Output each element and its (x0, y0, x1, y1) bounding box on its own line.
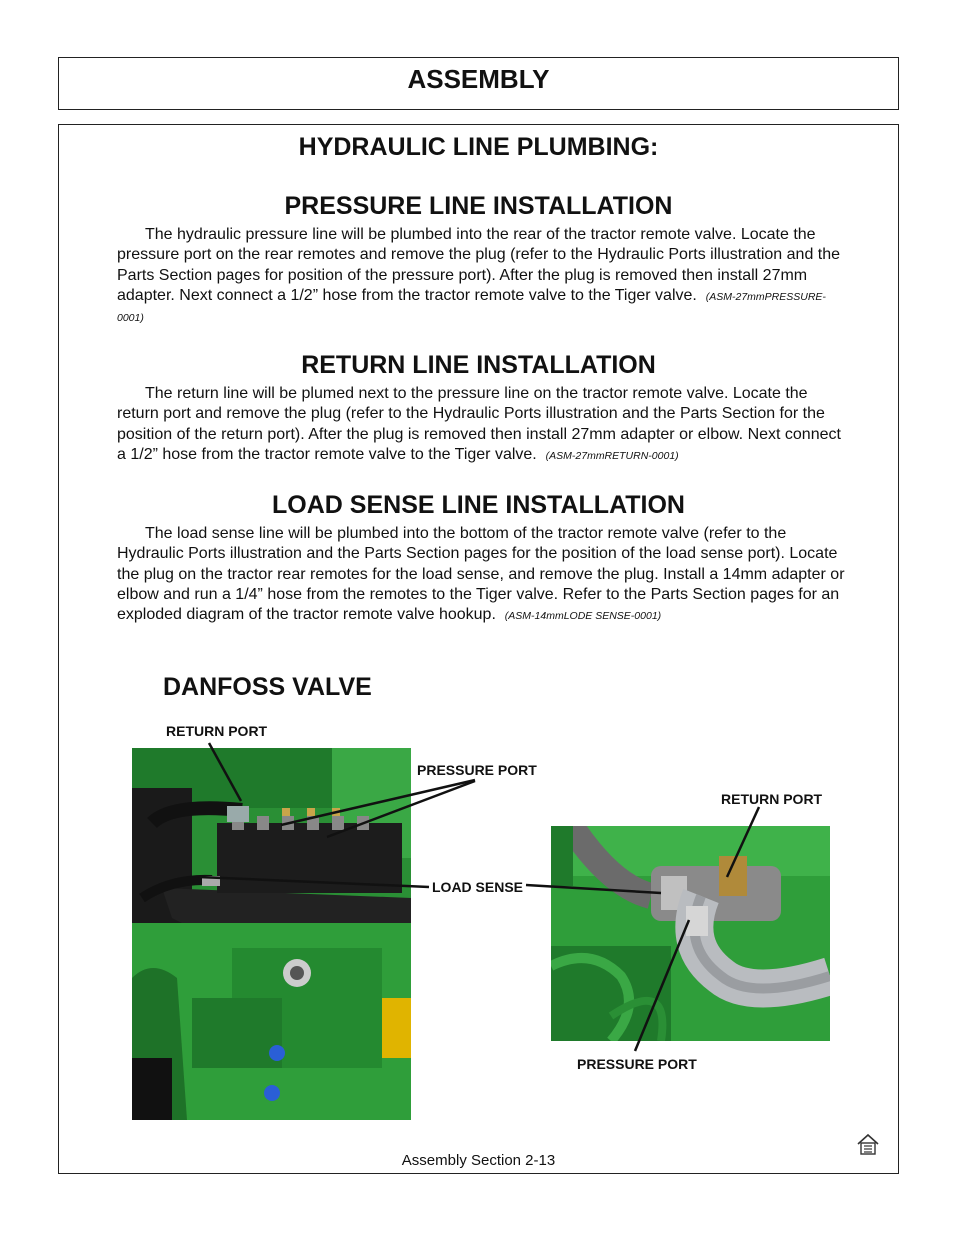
load-sense-title: LOAD SENSE LINE INSTALLATION (272, 491, 685, 519)
home-icon[interactable] (855, 1131, 881, 1157)
left-load-sense-label: LOAD SENSE (432, 879, 524, 895)
return-title: RETURN LINE INSTALLATION (301, 351, 656, 379)
pressure-body: The hydraulic pressure line will be plumbed into the rear of the tractor remote valve. Locate the pressure port on the rear remotes and remove the plug (refer to the Hydraulic Ports illustration and the Parts Section pages for position of the pressure port). After the plug is removed then install 27mm adapter. Next connect a 1/2” hose from the tractor remote valve to the Tiger valve. (117, 226, 841, 304)
callout-leaders (59, 125, 900, 1175)
return-body: The return line will be plumed next to the pressure line on the tractor remote valve. Locate the return port and remove the plug (refer to the Hydraulic Ports illustration and the Parts Section for the position of the return port). After the plug is removed then install 27mm adapter or elbow. Next connect a 1/2” hose from the tractor remote valve to the Tiger valve. (117, 385, 841, 463)
content-panel (58, 124, 899, 1174)
page-footer: Assembly Section 2-13 (401, 1152, 556, 1169)
right-return-port-label: RETURN PORT (721, 791, 823, 807)
load-sense-ref: (ASM-14mmLODE SENSE-0001) (504, 610, 662, 623)
pressure-ref: (ASM-27mmPRESSURE-0001) (117, 290, 826, 325)
header-title: ASSEMBLY (407, 64, 550, 94)
section-header (58, 57, 899, 110)
load-sense-body: The load sense line will be plumbed into the bottom of the tractor remote valve (refer to the Hydraulic Ports illustration and the Parts Section pages for the position of the load sense port). Locate the plug on the tractor rear remotes for the load sense, and remove the plug. Install a 14mm adapter or elbow and run a 1/4” hose from the remotes to the Tiger valve. Refer to the Parts Section pages for an exploded diagram of the tractor remote valve hookup. (117, 525, 845, 624)
main-title: HYDRAULIC LINE PLUMBING: (298, 133, 659, 161)
left-pressure-port-label: PRESSURE PORT (417, 762, 537, 778)
left-return-port-label: RETURN PORT (166, 723, 268, 739)
return-ref: (ASM-27mmRETURN-0001) (545, 449, 679, 462)
danfoss-valve-title: DANFOSS VALVE (163, 673, 372, 701)
right-pressure-port-label: PRESSURE PORT (577, 1056, 697, 1072)
pressure-title: PRESSURE LINE INSTALLATION (284, 192, 673, 220)
